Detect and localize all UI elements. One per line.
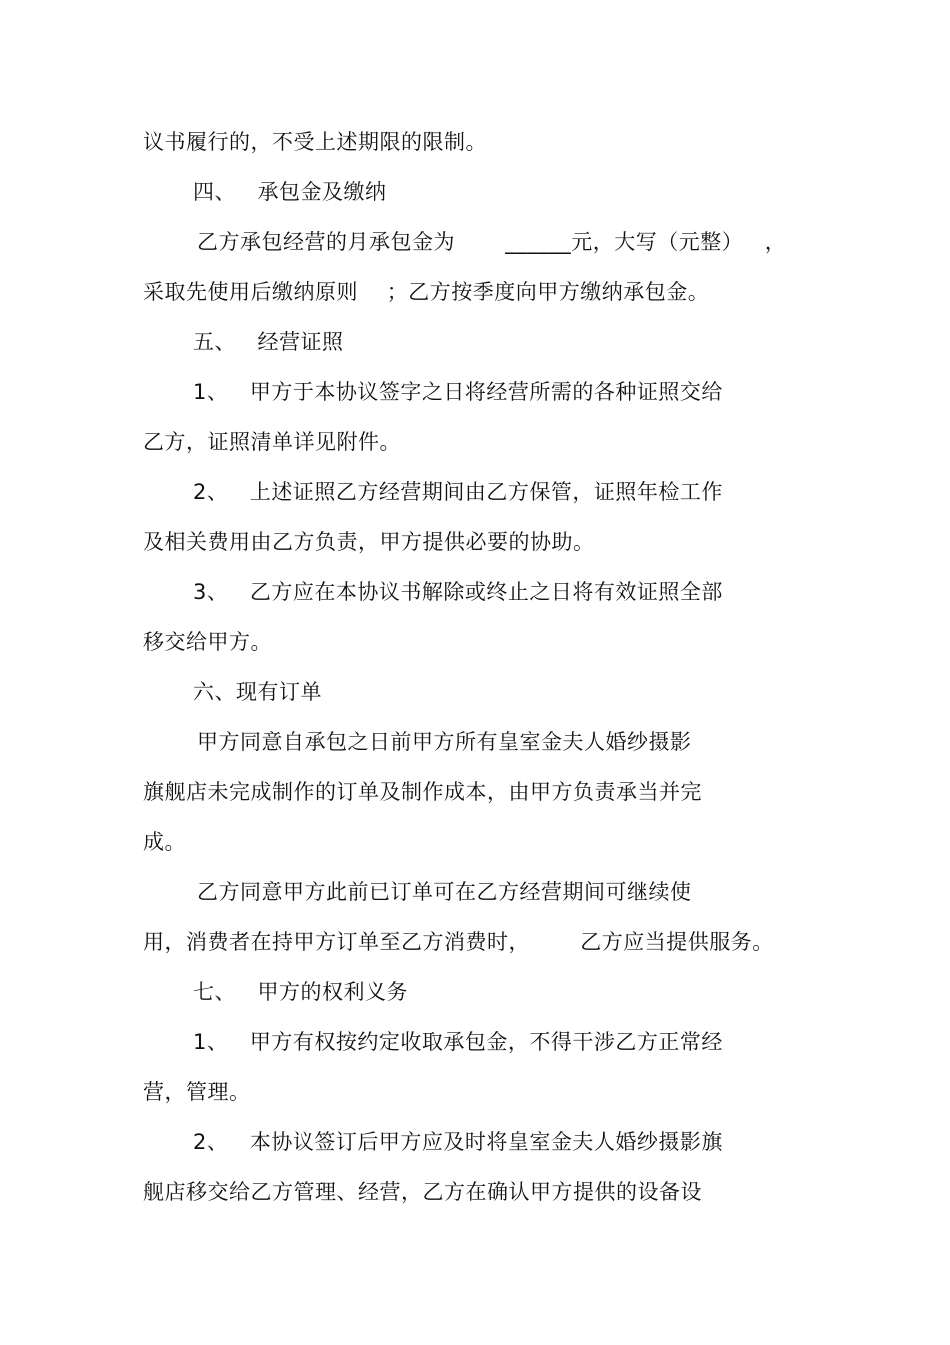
text-line: 1、 甲方有权按约定收取承包金，不得干涉乙方正常经 [193, 1030, 723, 1054]
text-line: 1、 甲方于本协议签字之日将经营所需的各种证照交给 [193, 380, 723, 404]
section-heading: 五、 经营证照 [193, 330, 344, 354]
section-heading: 七、 甲方的权利义务 [193, 980, 409, 1004]
text-line: 甲方同意自承包之日前甲方所有皇室金夫人婚纱摄影 [197, 730, 692, 754]
text-line: 用，消费者在持甲方订单至乙方消费时， 乙方应当提供服务。 [143, 930, 774, 954]
text-line: 乙方，证照清单详见附件。 [143, 430, 401, 454]
text-line: 采取先使用后缴纳原则 ；乙方按季度向甲方缴纳承包金。 [143, 280, 710, 304]
text-line: 乙方同意甲方此前已订单可在乙方经营期间可继续使 [197, 880, 692, 904]
text-line: 3、 乙方应在本协议书解除或终止之日将有效证照全部 [193, 580, 723, 604]
text-line: 议书履行的，不受上述期限的限制。 [143, 130, 487, 154]
text-line: 移交给甲方。 [143, 630, 272, 654]
text-line: 乙方承包经营的月承包金为 ______元，大写（元整） ， [197, 230, 787, 254]
text-line: 营，管理。 [143, 1080, 251, 1104]
text-line: 2、 上述证照乙方经营期间由乙方保管，证照年检工作 [193, 480, 723, 504]
text-line: 及相关费用由乙方负责，甲方提供必要的协助。 [143, 530, 595, 554]
text-line: 成。 [143, 830, 186, 854]
text-line: 2、 本协议签订后甲方应及时将皇室金夫人婚纱摄影旗 [193, 1130, 723, 1154]
text-line: 舰店移交给乙方管理、经营，乙方在确认甲方提供的设备设 [143, 1180, 702, 1204]
section-heading: 六、现有订单 [193, 680, 322, 704]
text-line: 旗舰店未完成制作的订单及制作成本，由甲方负责承当并完 [143, 780, 702, 804]
section-heading: 四、 承包金及缴纳 [193, 180, 387, 204]
